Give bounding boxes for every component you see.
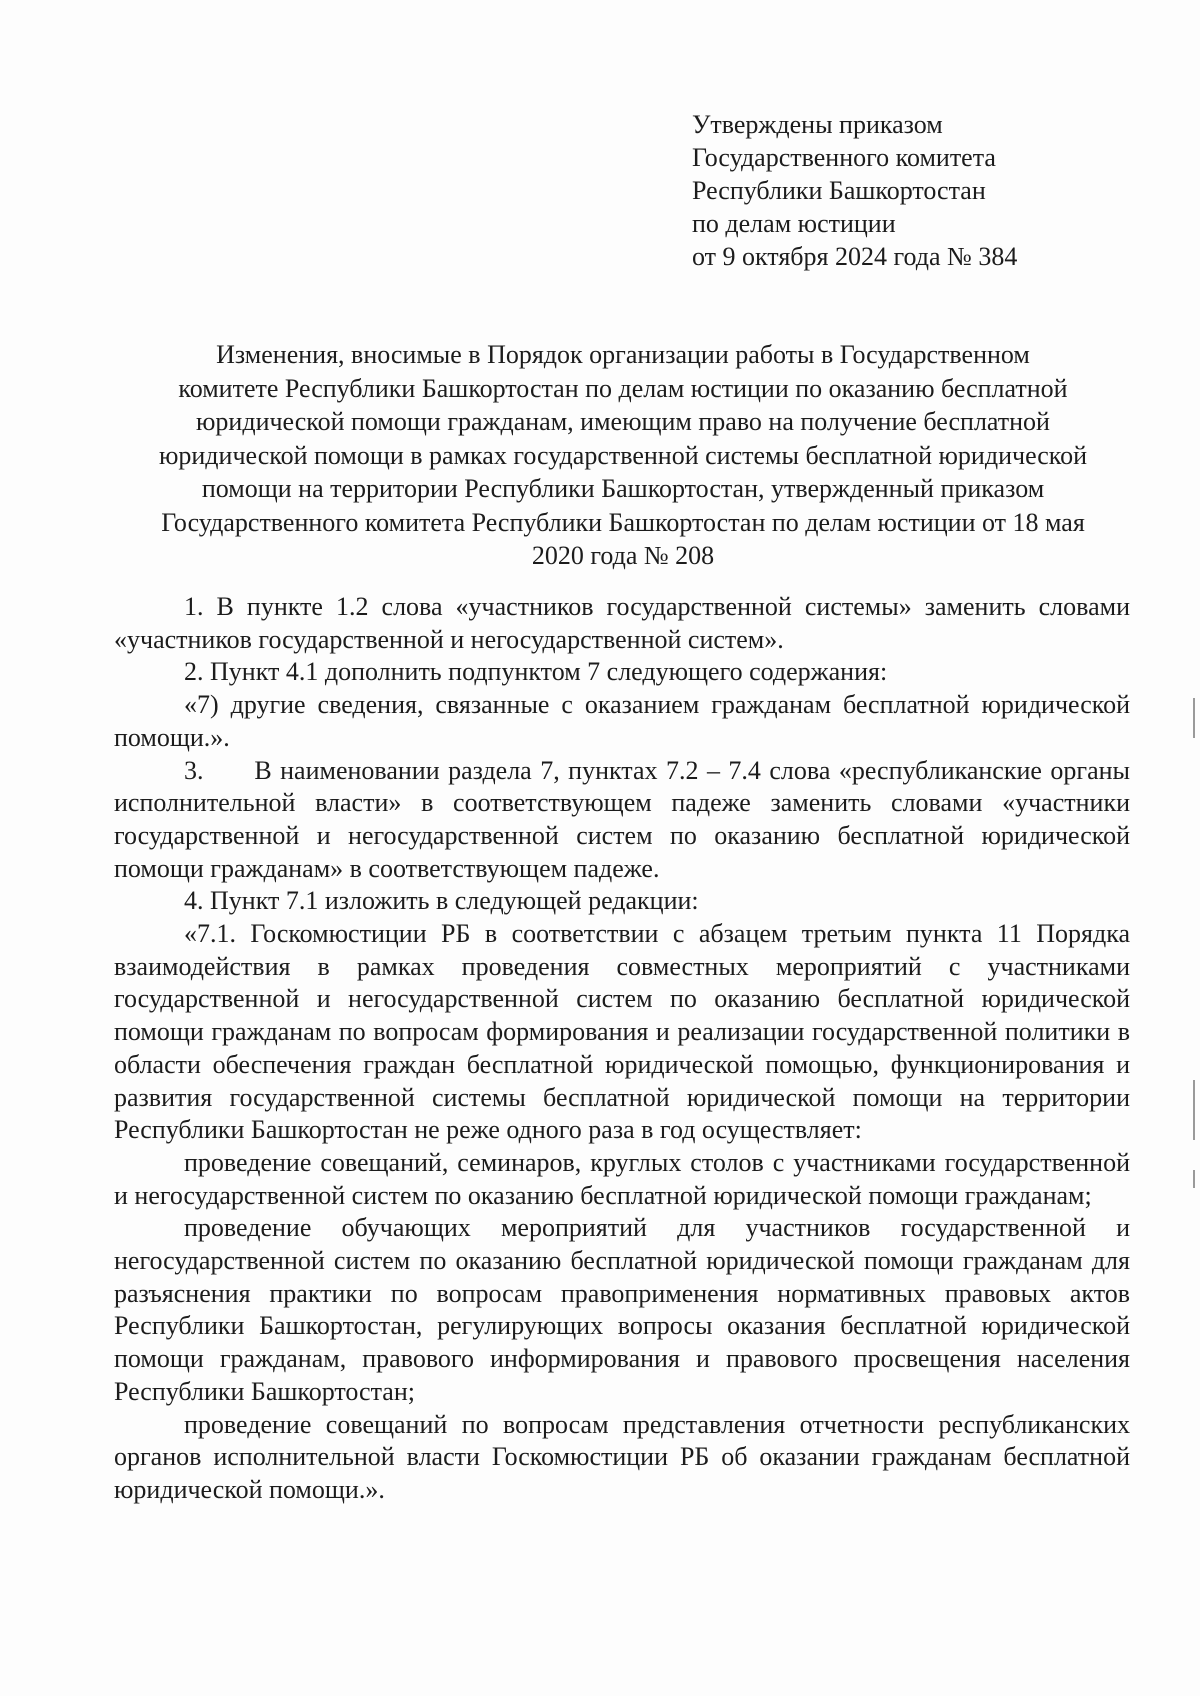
approval-line-2: Государственного комитета [692,143,996,172]
title-line-3: юридической помощи гражданам, имеющим право на получение бесплатной [196,407,1050,436]
paragraph-reporting: проведение совещаний по вопросам представления отчетности республиканских органов исполнительной власти Госкомюстиции РБ об оказании гражданам бесплатной юридической помощи.». [114,1409,1130,1504]
approval-line-4: по делам юстиции [692,209,896,238]
title-line-5: помощи на территории Республики Башкортостан, утвержденный приказом [201,474,1045,503]
paragraph-item-1: 1. В пункте 1.2 слова «участников государственной системы» заменить словами «участников государственной и негосударственной систем». [114,592,1130,654]
approval-line-1: Утверждены приказом [692,110,943,139]
scan-edge-mark [1193,698,1195,738]
title-line-6: Государственного комитета Республики Башкортостан по делам юстиции от 18 мая [161,507,1085,537]
title-line-7: 2020 года № 208 [531,541,715,570]
paragraph-item-4: 4. Пункт 7.1 изложить в следующей редакции: [184,886,699,916]
scan-edge-mark [1193,1170,1195,1188]
paragraph-section-7-1: «7.1. Госкомюстиции РБ в соответствии с абзацем третьим пункта 11 Порядка взаимодействия в рамках проведения совместных мероприятий с участниками государственной и негосударственной систем по оказанию бесплатной юридической помощи гражданам по вопросам формирования и реализации государственной политики в области обеспечения граждан бесплатной юридической помощью, функционирования и развития государственной системы бесплатной юридической помощи на территории Республики Башкортостан не реже одного раза в год осуществляет: [114,919,1130,1145]
document-body [114,591,1137,1507]
title-line-2: комитете Республики Башкортостан по делам юстиции по оказанию бесплатной [178,373,1068,403]
paragraph-training: проведение обучающих мероприятий для участников государственной и негосударственной систем по оказанию бесплатной юридической помощи гражданам для разъяснения практики по вопросам правоприменения нормативных правовых актов Республики Башкортостан, регулирующих вопросы оказания бесплатной юридической помощи гражданам, правового информирования и правового просвещения населения Республики Башкортостан; [114,1213,1130,1406]
scan-edge-mark [1193,1080,1195,1140]
approval-stamp-block [692,108,1152,273]
title-line-1: Изменения, вносимые в Порядок организации работы в Государственном [216,340,1030,369]
approval-line-3: Республики Башкортостан [692,176,986,205]
paragraph-item-2: 2. Пункт 4.1 дополнить подпунктом 7 следующего содержания: [184,657,888,687]
document-title [116,338,1130,573]
paragraph-subitem-7: «7) другие сведения, связанные с оказанием гражданам бесплатной юридической помощи.». [114,690,1130,752]
title-line-4: юридической помощи в рамках государственной системы бесплатной юридической [158,440,1088,470]
paragraph-item-3: 3. В наименовании раздела 7, пунктах 7.2 – 7.4 слова «республиканские органы исполнительной власти» в соответствующем падеже заменить словами «участники государственной и негосударственной систем по оказанию бесплатной юридической помощи гражданам» в соответствующем падеже. [114,755,1137,883]
approval-line-5: от 9 октября 2024 года № 384 [692,242,1018,271]
paragraph-meetings: проведение совещаний, семинаров, круглых столов с участниками государственной и негосударственной систем по оказанию бесплатной юридической помощи гражданам; [114,1147,1130,1210]
